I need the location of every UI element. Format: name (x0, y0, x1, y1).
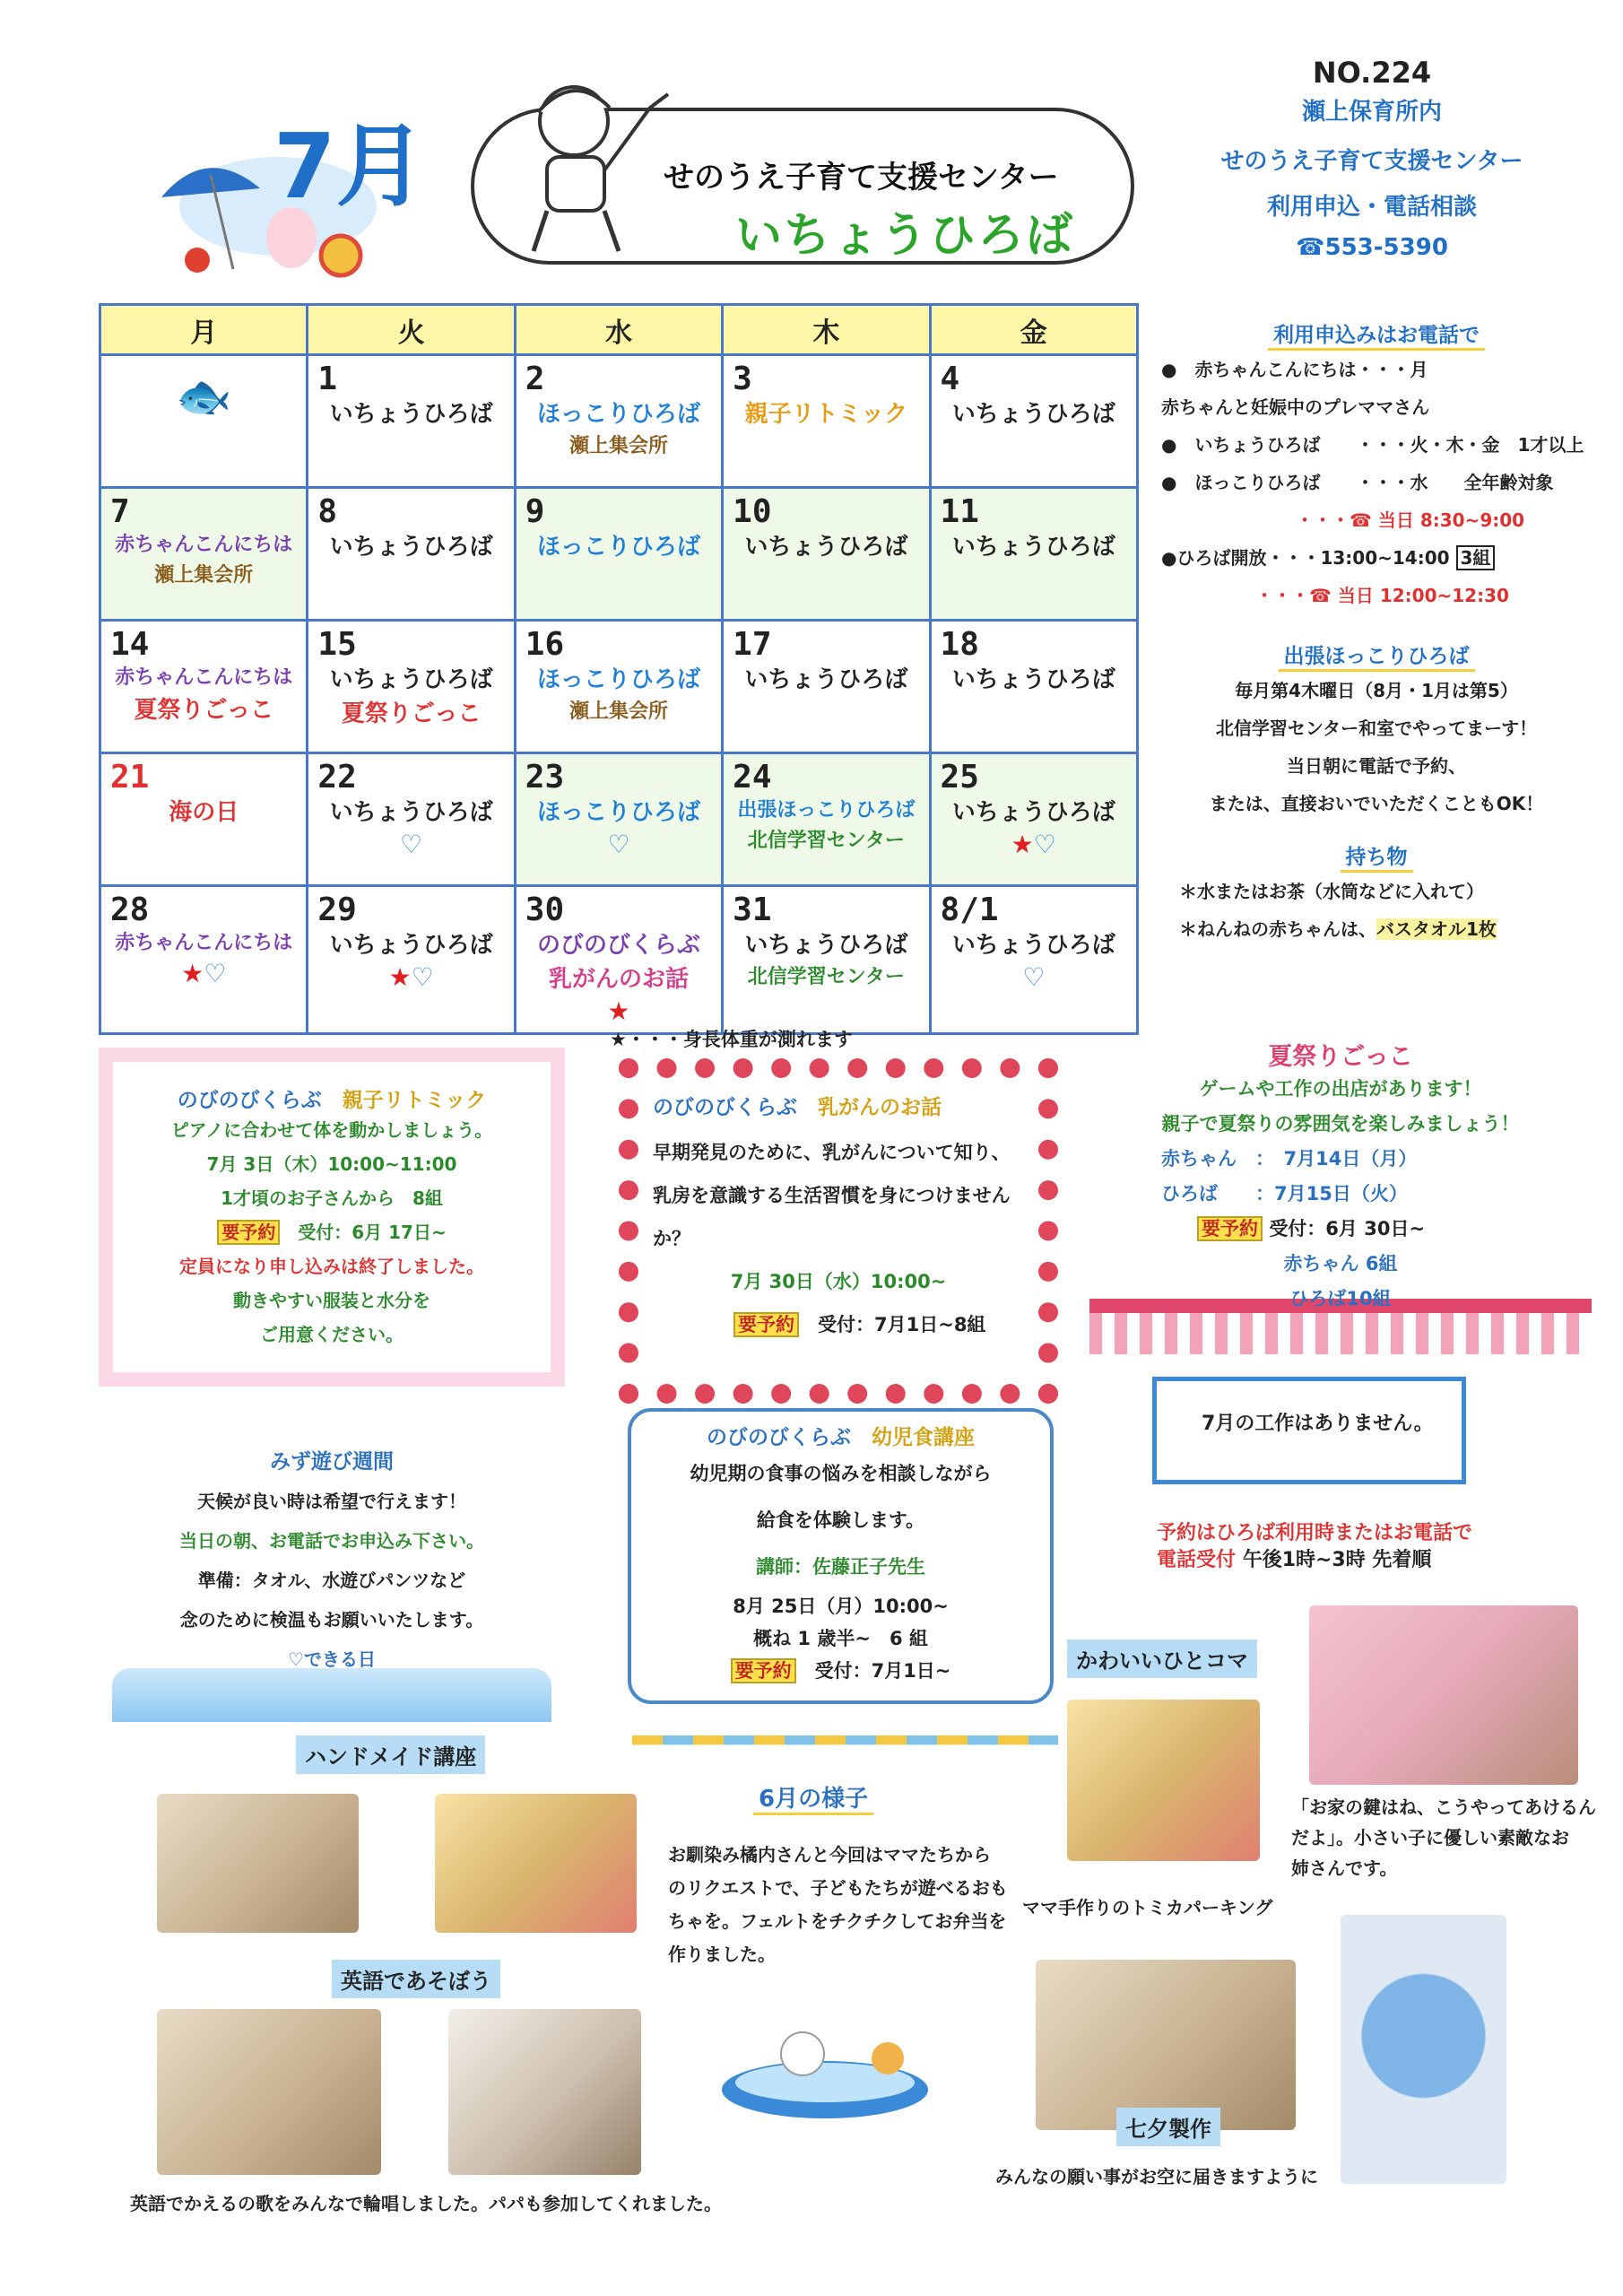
day-number: 15 (317, 626, 357, 663)
title-club: のびのびくらぶ (653, 1096, 797, 1119)
june-title: 6月の様子 (753, 1786, 873, 1815)
calendar-cell (723, 488, 930, 621)
calendar-cell (308, 355, 515, 488)
apply-title: 利用申込みはお電話で (1268, 318, 1485, 351)
info-line: ● いちょうひろば ・・・火・木・金 1才以上 (1161, 434, 1584, 456)
heart-icon: ♡ (400, 830, 423, 859)
box-line: 8月 25日（月）10:00~ (733, 1596, 949, 1617)
calendar-cell-empty (100, 355, 308, 488)
june-line: のリクエストで、子どもたちが遊べるおも (668, 1877, 1008, 1899)
handmade-photo-1 (157, 1794, 359, 1933)
box-line (126, 1215, 538, 1249)
heart-icon: ♡ (607, 830, 630, 859)
event-label: いちょうひろば (329, 932, 493, 959)
day-number: 24 (733, 759, 772, 796)
event-label: 親子リトミック (744, 401, 908, 428)
event-place: 瀬上集会所 (154, 564, 254, 587)
yojishoku-title (649, 1421, 1032, 1450)
boy-illustration (484, 72, 673, 269)
weekday-tue: 火 (308, 305, 515, 355)
day-number: 28 (110, 891, 150, 928)
info-text: ●ひろば開放・・・13:00~14:00 (1161, 547, 1450, 569)
calendar-week-1 (100, 355, 1138, 488)
nyugan-title (653, 1091, 1024, 1120)
calendar-cell (930, 488, 1137, 621)
mizu-asobi-box (112, 1426, 551, 1722)
center-name: せのうえ子育て支援センター (664, 160, 1059, 196)
info-line: 北信学習センター和室でやってまーす！ (1215, 718, 1538, 739)
day-number: 18 (940, 626, 979, 663)
box-line: 赤ちゃん 6組 (1283, 1253, 1398, 1274)
key-photo (1309, 1605, 1578, 1785)
month-title: 7月 (273, 114, 426, 219)
star-note: ★・・・身長体重が測れます (610, 1029, 853, 1050)
event-label: 夏祭りごっこ (134, 697, 273, 724)
box-line: 準備：タオル、水遊びパンツなど (197, 1570, 466, 1591)
issue-number: NO.224 (1312, 56, 1432, 90)
event-label: 出張ほっこりひろば (737, 799, 916, 822)
box-line: 7月 30日（水）10:00~ (730, 1271, 947, 1292)
tanabata-caption: みんなの願い事がお空に届きますように (995, 2166, 1318, 2187)
weekday-thu: 木 (723, 305, 930, 355)
calendar-cell (930, 886, 1137, 1034)
box-title: みず遊び週間 (270, 1450, 394, 1474)
box-line: 親子で夏祭りの雰囲気を楽しみましょう！ (1161, 1113, 1520, 1135)
event-label: いちょうひろば (329, 799, 493, 826)
reserve-badge: 要予約 (1197, 1216, 1263, 1241)
caption-line: 姉さんです。 (1291, 1857, 1398, 1879)
box-line: 乳房を意識する生活習慣を身につけません (653, 1185, 1011, 1206)
day-number: 23 (525, 759, 565, 796)
title-club: のびのびくらぶ (707, 1426, 851, 1449)
location: 瀬上保育所内 (1301, 99, 1442, 126)
calendar-cell (100, 753, 308, 886)
day-number: 17 (733, 626, 772, 663)
info-line: または、直接おいでいただくこともOK！ (1209, 793, 1544, 814)
event-place: 北信学習センター (747, 966, 905, 988)
calendar-cell (308, 488, 515, 621)
day-number: 11 (940, 493, 979, 530)
box-line: ピアノに合わせて体を動かしましょう。 (170, 1119, 493, 1141)
craft-notice-text: 7月の工作はありません。 (1202, 1413, 1434, 1435)
reserve-badge: 要予約 (733, 1312, 799, 1337)
day-number: 29 (317, 891, 357, 928)
event-label: いちょうひろば (329, 666, 493, 693)
event-label: ほっこりひろば (536, 666, 700, 693)
calendar-week-2 (100, 488, 1138, 621)
info-block (1157, 56, 1587, 274)
key-caption (1291, 1792, 1596, 1883)
info-line: 毎月第4木曜日（8月・1月は第5） (1235, 680, 1518, 701)
event-label: 赤ちゃんこんにちは (115, 534, 293, 556)
june-title-wrap (753, 1780, 873, 1813)
info-line: ● ほっこりひろば ・・・水 全年齢対象 (1161, 472, 1554, 493)
reservation-label: 電話受付 (1157, 1549, 1237, 1571)
calendar-cell (515, 488, 722, 621)
event-label: 赤ちゃんこんにちは (115, 666, 293, 689)
garland-decoration (632, 1735, 1058, 1759)
event-place: 北信学習センター (747, 830, 905, 852)
day-number: 9 (525, 493, 545, 530)
natsumatsuri-title: 夏祭りごっこ (1268, 1043, 1413, 1071)
day-number: 10 (733, 493, 772, 530)
natsumatsuri-box (1089, 1031, 1592, 1354)
rhythmic-box-inner (113, 1062, 551, 1372)
day-number: 22 (317, 759, 357, 796)
english-photo-2 (448, 2009, 641, 2175)
event-label: いちょうひろば (951, 534, 1115, 561)
event-label: いちょうひろば (329, 534, 493, 561)
info-line (1161, 539, 1592, 577)
accept-text: 受付：6月 17日~ (298, 1222, 447, 1243)
calendar-cell (723, 355, 930, 488)
june-line: 作りました。 (668, 1944, 776, 1965)
day-number: 2 (525, 361, 545, 397)
event-label: ほっこりひろば (536, 799, 700, 826)
tanabata-photo (1036, 1960, 1296, 2130)
calendar (99, 303, 1139, 1035)
heart-icon: ♡ (204, 959, 227, 988)
info-line (1161, 910, 1592, 948)
day-number: 16 (525, 626, 565, 663)
box-line: 天候が良い時は希望で行えます！ (197, 1491, 466, 1512)
tanabata-title: 七夕製作 (1116, 2108, 1220, 2146)
box-line: 1才頃のお子さんから 8組 (221, 1187, 443, 1209)
calendar-week-3 (100, 621, 1138, 753)
english-photo-1 (157, 2009, 381, 2175)
caption-line: 「お家の鍵はね、こうやってあけるん (1291, 1796, 1596, 1818)
phone-number: ☎553-5390 (1296, 234, 1448, 261)
mochimono-title: 持ち物 (1341, 840, 1413, 873)
box-line: ひろば ：7月15日（火） (1161, 1183, 1408, 1205)
event-place: 瀬上集会所 (568, 435, 668, 457)
event-label: いちょうひろば (951, 799, 1115, 826)
box-line: 動きやすい服装と水分を (233, 1290, 430, 1311)
event-label: 夏祭りごっこ (341, 700, 482, 727)
box-line (649, 1655, 1032, 1687)
event-label: いちょうひろば (951, 401, 1115, 428)
rhythmic-box (99, 1048, 565, 1387)
star-icon: ★ (181, 959, 204, 988)
weekday-mon: 月 (100, 305, 308, 355)
day-number: 21 (110, 759, 150, 796)
info-line: ・・・☎ 当日 8:30~9:00 (1296, 509, 1525, 531)
event-place: 瀬上集会所 (568, 700, 668, 723)
event-label: ほっこりひろば (536, 534, 700, 561)
box-line: 幼児期の食事の悩みを相談しながら (690, 1463, 992, 1484)
calendar-cell (515, 621, 722, 753)
day-number: 25 (940, 759, 979, 796)
calendar-cell (308, 621, 515, 753)
event-label: 赤ちゃんこんにちは (115, 932, 293, 954)
calendar-cell (308, 753, 515, 886)
june-text (668, 1839, 1008, 1971)
tomica-caption: ママ手作りのトミカパーキング (1022, 1897, 1273, 1918)
event-label: いちょうひろば (951, 932, 1115, 959)
day-number: 8 (317, 493, 338, 530)
reserve-badge: 要予約 (731, 1658, 796, 1683)
info-line: ・・・☎ 当日 12:00~12:30 (1255, 585, 1509, 606)
heart-icon: ♡ (411, 962, 434, 992)
day-number: 7 (110, 493, 130, 530)
weekday-wed: 水 (515, 305, 722, 355)
calendar-cell (308, 886, 515, 1034)
heart-icon: ♡ (1022, 962, 1046, 992)
event-label: いちょうひろば (744, 534, 908, 561)
event-label: いちょうひろば (744, 666, 908, 693)
day-number: 4 (940, 361, 960, 397)
calendar-cell (723, 753, 930, 886)
calendar-week-4 (100, 753, 1138, 886)
yojishoku-box (628, 1408, 1054, 1704)
shutcho-title: 出張ほっこりひろば (1279, 639, 1475, 672)
reserve-badge: 要予約 (217, 1220, 280, 1245)
calendar-cell (100, 886, 308, 1034)
holiday-label: 海の日 (169, 799, 239, 826)
event-label: ほっこりひろば (536, 401, 700, 428)
box-line: 定員になり申し込みは終了しました。 (179, 1256, 484, 1277)
star-icon: ★ (388, 962, 412, 992)
info-highlight: バスタオル1枚 (1376, 918, 1497, 940)
box-line: 念のために検温もお願いいたします。 (179, 1609, 484, 1631)
accept-text: 受付：7月1日~8組 (818, 1314, 986, 1335)
event-label: いちょうひろば (744, 932, 908, 959)
calendar-week-5 (100, 886, 1138, 1034)
box-line: ひろば10組 (1289, 1288, 1392, 1309)
english-title: 英語であそぼう (332, 1960, 500, 1998)
goldfish-icon: 🐟 (176, 370, 232, 422)
day-number: 1 (317, 361, 338, 397)
calendar-cell (930, 355, 1137, 488)
info-line: ＊水またはお茶（水筒などに入れて） (1179, 881, 1484, 902)
calendar-header (100, 305, 1138, 355)
day-number: 3 (733, 361, 752, 397)
day-number: 30 (525, 891, 565, 928)
title-event: 乳がんのお話 (818, 1096, 942, 1119)
contact-label: 利用申込・電話相談 (1266, 194, 1477, 221)
calendar-cell (723, 886, 930, 1034)
day-number: 14 (110, 626, 150, 663)
box-line (1089, 1212, 1592, 1247)
reservation-line (1157, 1547, 1472, 1574)
center-name-right: せのうえ子育て支援センター (1220, 148, 1523, 175)
event-label: のびのびくらぶ (536, 932, 700, 959)
calendar-cell (723, 621, 930, 753)
craft-notice-box (1152, 1377, 1466, 1484)
calendar-cell (930, 621, 1137, 753)
event-label: いちょうひろば (329, 401, 493, 428)
calendar-cell (515, 753, 722, 886)
nyugan-box (619, 1058, 1058, 1404)
tanabata-craft-photo (1341, 1915, 1506, 2184)
hiroba-title: いちょうひろば (735, 209, 1075, 263)
tomica-photo (1067, 1700, 1260, 1861)
box-line: 7月 3日（木）10:00~11:00 (206, 1153, 457, 1175)
capacity-badge: 3組 (1456, 545, 1496, 570)
day-number: 8/1 (940, 891, 999, 928)
right-info (1161, 318, 1592, 948)
box-line: 概ね 1 歳半~ 6 組 (753, 1628, 928, 1649)
box-line: ゲームや工作の出店があります！ (1199, 1078, 1482, 1100)
info-text: ＊ねんねの赤ちゃんは、 (1179, 918, 1376, 940)
box-line: ご用意ください。 (260, 1324, 404, 1345)
june-line: ちゃを。フェルトをチクチクしてお弁当を (668, 1910, 1007, 1932)
star-icon: ★ (607, 996, 630, 1026)
box-line (653, 1303, 1024, 1346)
weekday-fri: 金 (930, 305, 1137, 355)
box-line: 早期発見のために、乳がんについて知り、 (653, 1142, 1011, 1163)
reservation-hours: 午後1時~3時 先着順 (1242, 1549, 1432, 1571)
caption-line: だよ」。小さい子に優しい素敵なお (1291, 1827, 1569, 1848)
reservation-note (1157, 1520, 1472, 1574)
star-icon: ★ (1011, 830, 1034, 859)
pool-illustration (717, 2018, 933, 2121)
kawaii-title: かわいいひとコマ (1067, 1639, 1257, 1678)
calendar-cell (100, 488, 308, 621)
event-label: いちょうひろば (951, 666, 1115, 693)
accept-text: 受付：6月 30日~ (1269, 1218, 1426, 1239)
box-line: か？ (653, 1228, 690, 1249)
title-event: 幼児食講座 (872, 1426, 975, 1449)
calendar-cell (515, 886, 722, 1034)
calendar-cell (515, 355, 722, 488)
heart-icon: ♡ (1033, 830, 1056, 859)
english-caption: 英語でかえるの歌をみんなで輪唱しました。パパも参加してくれました。 (130, 2193, 722, 2214)
box-line: 給食を体験します。 (756, 1509, 925, 1531)
reservation-line: 予約はひろば利用時またはお電話で (1157, 1522, 1473, 1544)
info-line: 赤ちゃんと妊娠中のプレママさん (1161, 396, 1430, 418)
info-line: ● 赤ちゃんこんにちは・・・月 (1161, 359, 1428, 380)
event-label: 乳がんのお話 (548, 966, 689, 993)
box-line: ♡できる日 (288, 1648, 376, 1670)
box-line: 赤ちゃん ： 7月14日（月） (1161, 1148, 1418, 1170)
title-event: 親子リトミック (342, 1089, 487, 1112)
handmade-title: ハンドメイド講座 (296, 1735, 485, 1774)
handmade-photo-2 (435, 1794, 637, 1933)
accept-text: 受付：7月1日~ (814, 1660, 951, 1682)
box-line: 講師：佐藤正子先生 (756, 1556, 925, 1578)
calendar-cell (100, 621, 308, 753)
box-line: 当日の朝、お電話でお申込み下さい。 (179, 1530, 484, 1552)
june-line: お馴染み橘内さんと今回はママたちから (668, 1844, 991, 1866)
calendar-cell (930, 753, 1137, 886)
rhythmic-title (126, 1083, 538, 1113)
day-number: 31 (733, 891, 772, 928)
title-club: のびのびくらぶ (177, 1089, 322, 1112)
info-line: 当日朝に電話で予約、 (1287, 755, 1466, 777)
